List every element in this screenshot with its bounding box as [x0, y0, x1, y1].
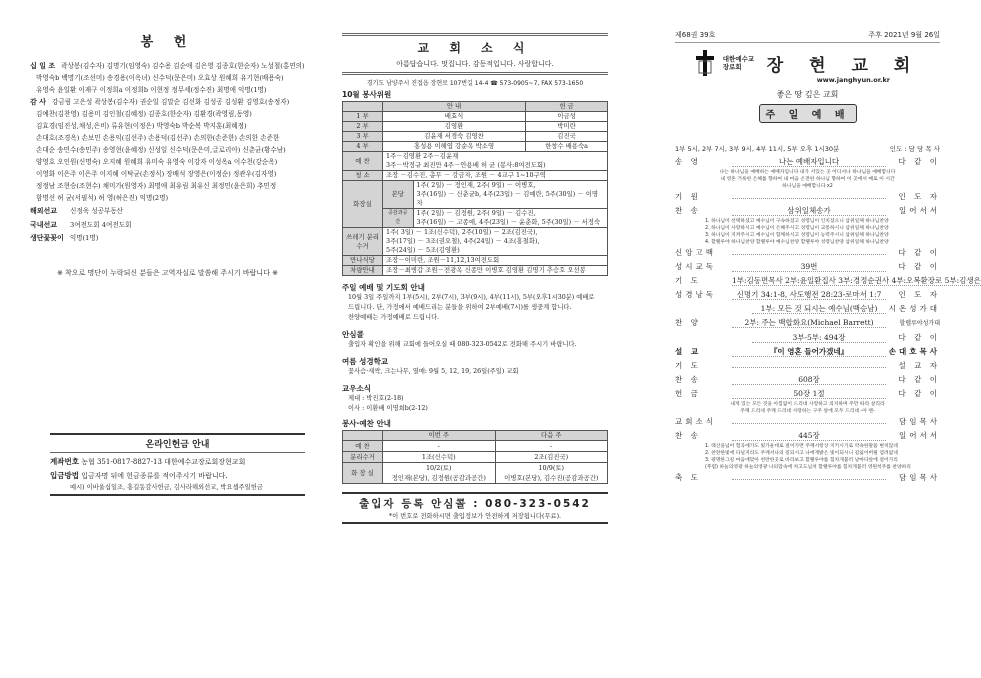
offering-names: 정정남 조현승(조현수) 채미가(원영자) 최명애 최유림 최유신 최정민(윤은희) 추민정 — [36, 182, 277, 190]
news-item-text: 드립니다. 단, 가정에서 예배드리는 분들을 위하여 2부예배(7시)를 생중계 합니다. — [348, 304, 572, 311]
account-number: 농협 351-0817-8827-13 대한예수교장로회장현교회 — [81, 458, 246, 466]
worship-leader: 일어서서 — [899, 431, 940, 440]
worship-title: 39번 — [732, 262, 886, 272]
cell: 2조(김진국) — [495, 452, 608, 463]
row-label: 4 부 — [343, 142, 383, 152]
worship-item — [675, 274, 981, 288]
worship-leader: 손대호목사 — [888, 347, 940, 356]
denomination: 대한예수교 장로회 — [722, 55, 755, 71]
news-item-text: 제대 : 박진호(2-18) — [348, 395, 404, 402]
table-row — [343, 266, 608, 276]
news-item-text: 10월 3일 주일까지 1부(5시), 2부(7시), 3부(9시), 4부(11시), 5부(오후1시30분) 예배로 — [348, 294, 595, 301]
duty-title: 10월 봉사위원 — [342, 90, 392, 99]
table-row — [343, 132, 608, 142]
worship-title: 1부: 모든 것 되시는 예수님(백승남) — [752, 304, 886, 314]
offering-row — [30, 168, 305, 180]
worship-title: 608장 — [732, 375, 886, 385]
offering-row — [30, 120, 305, 132]
car-value: 조장－최병갑 조원－전광옥 신종만 이병호 김영환 김명기 추승호 오선봉 — [383, 266, 608, 276]
row-label: 차량안내 — [343, 266, 383, 276]
flower-cell — [383, 181, 608, 228]
table-row — [343, 152, 608, 171]
offering-names: 곽상봉(김수자) 김명기(임영숙) 김수용 김순애 김은영 김종호(한순자) 노성철(홍연의) — [61, 62, 305, 70]
worship-label: 기 도 — [675, 276, 701, 285]
worship-label: 찬 송 — [675, 431, 701, 440]
worship-leader: 인 도 자 — [898, 290, 940, 299]
worship-label: 찬 양 — [675, 318, 701, 327]
worship-title: 『이 영혼 들어가겠네』 — [732, 347, 886, 357]
news-item — [342, 282, 608, 323]
news-title: 교 회 소 식 — [417, 41, 533, 55]
offering-label: 생단꽃꽂이 — [30, 234, 64, 242]
table-row — [343, 112, 608, 122]
cell: 1조(신수덕) — [383, 452, 496, 463]
news-item-text: 찬양예배는 가정예배로 드립니다. — [348, 314, 440, 321]
worship-label: 축 도 — [675, 473, 701, 482]
serve-table — [342, 430, 608, 484]
offering-row — [30, 232, 305, 246]
lyrics-line: 내 영혼 거룩한 은혜를 향하여 내 마음 온전한 하나님 향하여 이 곳에서 매로 이 시간 — [720, 177, 895, 182]
cell: 김영환 — [383, 122, 526, 132]
cell: 홍성용 이해엽 강순옥 박소영 — [383, 142, 526, 152]
lyrics-line: 1. 태산을넘어 험곡에가도 빛가운데로 걸어가면 주께서항상 지키시기로 약속한말씀 변치않네 — [705, 444, 898, 449]
worship-item — [675, 246, 940, 260]
offering-row — [30, 219, 305, 233]
worship-label: 교회소식 — [675, 417, 716, 426]
worship-title: 신명기 34:1-8, 사도행전 28:23-로마서 1:7 — [732, 290, 886, 300]
cell: 10/2(토) 정인재(본당), 김정원(공감과공간) — [383, 463, 496, 484]
divider — [342, 72, 608, 75]
news-column — [342, 0, 608, 524]
col-next-week: 다음 주 — [495, 431, 608, 441]
method-label: 입금방법 — [50, 471, 79, 480]
lyrics-line: 하나님을 예배합니다 x2 — [782, 184, 833, 189]
method-text: 입금자명 뒤에 헌금종류를 적어주시기 바랍니다. — [81, 472, 228, 480]
worship-item — [675, 373, 940, 387]
service-times: 1부 5시, 2부 7시, 3부 9시, 4부 11시, 5부 오후 1시30분 — [675, 145, 840, 153]
worship-item — [675, 302, 940, 316]
line: 3주(16일) － 신춘균b, 4주(23일) － 김예란, 5주(30일) － 이명자 — [416, 190, 599, 207]
worship-leader: 다 같 이 — [898, 389, 940, 398]
offering-names: 이영화 이은주 이은주 이지혜 이탁균(손정식) 장배석 장영은(이정순) 정관우(김자영) — [36, 170, 277, 178]
news-item — [342, 383, 608, 414]
offering-names: 김효경(임진성,채성,은비) 류유현(이정은) 박영숙b 박순복 박지훈(최혜정) — [36, 122, 247, 130]
lyrics-line: 2. 찬란한빛에 다닐지라도 주께서나의 길되시고 나에게밝은 빛이되시니 길잃어버릴 염려없네 — [705, 451, 898, 456]
offering-row — [30, 96, 305, 108]
lyrics-line: 3. 광명한그길 마음에맞아 천란한곳로 바라보고 할렐루야를 힘차게불러 날마다앞에 걸어가리 — [705, 458, 898, 463]
offering-names: 손대순 송민수(송민주) 송영현(윤혜정) 신성일 신수덕(문은미,글로리아) 신춘균(황수남) — [36, 146, 286, 154]
worship-label: 성경낭독 — [675, 290, 716, 299]
offering-row — [30, 192, 305, 204]
offering-row — [30, 108, 305, 120]
worship-leader: 시온성가대 — [888, 304, 940, 313]
offering-row — [30, 60, 305, 72]
worship-title — [732, 423, 886, 424]
lyrics-line: 주께 드리네 주께 드리네 사랑하는 구주 앞에 모두 드리네 -아 멘- — [740, 409, 875, 414]
row-label: 예 찬 — [343, 441, 383, 452]
lyrics-line: 3. 하나님이 지켜주시고 예수님이 함께하시고 성령님이 능력주시니 삼위일체 하나님찬양 — [705, 233, 889, 238]
serve-title: 봉사·예찬 안내 — [342, 419, 391, 428]
news-sections — [342, 282, 608, 414]
offering-title: 봉 헌 — [140, 35, 195, 50]
omission-note: ※ 착오로 명단이 누락되신 분들은 고역자실로 말씀해 주시기 바랍니다 ※ — [56, 268, 279, 277]
table-row — [343, 171, 608, 181]
church-name: 장 현 교 회 — [766, 55, 921, 76]
row-label — [343, 181, 383, 228]
line: 1주( 3일) － 1조(신수덕), 2주(10일) － 2조(김진국), — [386, 228, 538, 236]
offering-names: 신정욱 성공부동산 — [70, 207, 124, 215]
row-label: 분리수거 — [343, 452, 383, 463]
offering-column — [30, 0, 305, 491]
safe-call-number: 출입자 등록 안심콜 : 080-323-0542 — [359, 498, 591, 510]
offering-names: 양영호 오인원(신명숙) 오지혜 원혜희 유미숙 유영숙 이강자 이성옥a 이수천(강순옥) — [36, 158, 278, 166]
worship-item — [675, 155, 940, 169]
worship-label: 찬 송 — [675, 375, 701, 384]
offering-names: 강금림 고은성 곽상봉(김수자) 권순일 김말순 김선화 김성공 김성환 김영호(송정자) — [51, 98, 290, 106]
news-item-text: 이사 : 이환배 이명희b(2-12) — [348, 405, 428, 412]
worship-leader: 담임목사 — [899, 473, 940, 482]
meal-value: 조장－이미란, 조원－11,12,13여전도회 — [383, 256, 608, 266]
worship-label: 기 원 — [675, 192, 701, 201]
worship-leader: 다 같 이 — [898, 248, 940, 257]
offering-names: 손대호(조경옥) 손보민 손용익(김선주) 손용덕(김선주) 손의한(손준한) 손의한 손준한 — [36, 134, 280, 142]
worship-item — [675, 260, 940, 274]
news-item — [342, 356, 608, 377]
cell: 김윤재 서경숙 김영찬 — [383, 132, 526, 142]
worship-label: 헌 금 — [675, 389, 701, 398]
worship-leader: 할렐루야성가대 — [899, 320, 940, 327]
safe-call-note: *이 번호로 전화하시면 출입정보가 안전하게 저장됩니다(무료). — [388, 513, 562, 520]
worship-item — [675, 316, 940, 331]
line: 1주( 2일) － 정인재, 2주( 9일) － 이병호, — [416, 181, 536, 189]
fsub-value — [413, 209, 607, 228]
worship-title: 삼위일체송가 — [732, 206, 886, 216]
worship-title — [732, 367, 886, 368]
choir-value — [383, 152, 608, 171]
line: 5주(24일) － 5조(김영환) — [386, 246, 460, 254]
service-title: 주 일 예 배 — [759, 104, 857, 123]
table-row — [343, 122, 608, 132]
row-label: 3 부 — [343, 132, 383, 142]
table-row — [343, 181, 608, 228]
worship-title — [732, 198, 886, 199]
line: 1주－김영환 2주－김윤재 — [386, 152, 459, 160]
lyrics-line: 4. 할렐루야 하나님찬양 할렐루야 예수님찬양 할렐루야 성령님찬양 삼위일체 하나님찬양 — [705, 240, 889, 245]
row-label: 공감과공간 — [383, 209, 413, 228]
row-label: 청 소 — [343, 171, 383, 181]
slogan: 좋은 땅 깊은 교회 — [776, 90, 839, 99]
cell: 박미란 — [526, 122, 608, 132]
news-item-title: 여름 성경학교 — [342, 357, 389, 366]
flower-table — [383, 181, 607, 227]
worship-title — [732, 254, 886, 255]
volume-number: 제68권 39호 — [675, 31, 716, 39]
offering-row — [30, 156, 305, 168]
col-offering: 헌 금 — [526, 102, 608, 112]
offering-label: 해외선교 — [30, 207, 58, 215]
table-row — [343, 452, 608, 463]
worship-title: 3부-5부: 494장 — [752, 333, 886, 343]
worship-leader: 일어서서 — [899, 206, 940, 215]
line: 3주(16일) － 고종애, 4주(23일) － 윤춘화, 5주(30일) － 서정숙 — [416, 218, 601, 226]
cross-bible-icon — [695, 50, 715, 76]
worship-label: 성시교독 — [675, 262, 716, 271]
offering-row — [30, 132, 305, 144]
worship-item — [675, 415, 940, 429]
lyrics-line: 나는 하나님을 예배하는 예배자입니다 내가 서있는 곳 어디서나 하나님을 예배합니다 — [719, 170, 896, 175]
cell: - — [495, 441, 608, 452]
worship-leader: 인 도 자 — [898, 192, 940, 201]
worship-label: 신앙고백 — [675, 248, 716, 257]
news-item-title: 교우소식 — [342, 384, 371, 393]
safe-call-box — [342, 492, 608, 524]
worship-leader: 다 같 이 — [898, 157, 940, 166]
church-address: 경기도 남양주시 진접읍 장현로 107번길 14-4 ☎ 573-0905~7, FAX 573-1650 — [366, 80, 584, 87]
lyrics-line: 2. 하나님이 사랑하시고 예수님이 은혜주시고 성령님이 교통하시니 삼위일체 하나님찬양 — [705, 226, 889, 231]
row-label: 화 장 실 — [343, 463, 383, 484]
worship-label: 설 교 — [675, 347, 702, 356]
worship-item — [675, 345, 940, 359]
offering-row — [30, 205, 305, 219]
worship-title: 1부:김동면목사 2부:윤일환집사 3부:경정순권사 4부:오복환장로 5부:김생은 — [732, 276, 981, 285]
cover-column — [675, 0, 981, 485]
news-subtitle: 아름답습니다. 멋집니다. 감동적입니다. 사랑합니다. — [396, 60, 554, 68]
offering-row — [30, 72, 305, 84]
offering-label: 감 사 — [30, 98, 46, 106]
worship-label: 기 도 — [675, 361, 701, 370]
line: 1주( 2일) － 김정원, 2주( 9일) － 김수진, — [416, 209, 536, 217]
offering-names: 함명선 허 균(서필석) 허 영(허은진) 익명(2명) — [36, 194, 169, 202]
worship-item — [675, 387, 940, 401]
issue-date: 주후 2021년 9월 26일 — [868, 31, 940, 39]
table-row — [343, 228, 608, 256]
worship-leader: 설 교 자 — [898, 361, 940, 370]
offering-label: 십 일 조 — [30, 62, 56, 70]
worship-item — [675, 331, 940, 345]
news-item-title: 안심콜 — [342, 330, 364, 339]
worship-title: 나는 예배자입니다 — [732, 157, 886, 167]
offering-names: 유영숙 윤일환 이재구 이정희a 이정희b 이현정 정무세(정수진) 최명애 익명(1명) — [36, 86, 267, 94]
cell: 배효식 — [383, 112, 526, 122]
news-item-title: 주일 예배 및 기도회 안내 — [342, 283, 425, 292]
worship-label: 송 영 — [675, 157, 701, 166]
worship-leader: 담임목사 — [899, 417, 940, 426]
lyrics-line: (후렴) 하늘의영광 하늘의영광 나의맘속에 차고도넘쳐 할렐루야를 힘차게불러 영원히주를 찬양하리 — [705, 465, 911, 470]
worship-leader: 다 같 이 — [898, 333, 940, 342]
worship-item — [675, 359, 940, 373]
table-row — [343, 256, 608, 266]
divider — [342, 33, 608, 36]
row-label: 쓰레기 분리수거 — [343, 228, 383, 256]
row-label: 본당 — [383, 181, 413, 209]
worship-leader: 다 같 이 — [898, 262, 940, 271]
order-of-worship — [675, 155, 981, 485]
church-url: www.janghyun.or.kr — [816, 76, 890, 84]
flower-label: 화장실 — [353, 199, 372, 208]
worship-leader: 다 같 이 — [898, 375, 940, 384]
online-offering-title: 온라인헌금 안내 — [50, 435, 305, 453]
lyrics-line: 1. 하나님이 선택하셨고 예수님이 구속하셨고 성령님이 인치셨으니 삼위일체 하나님찬양 — [705, 219, 889, 224]
cell: - — [383, 441, 496, 452]
worship-item — [675, 471, 940, 485]
cell: 한창수 배용숙a — [526, 142, 608, 152]
worship-title: 445장 — [732, 431, 886, 441]
worship-title — [732, 479, 886, 480]
cell: 10/9(토) 이병호(본당), 김수진(공감과공간) — [495, 463, 608, 484]
cell: 김진국 — [526, 132, 608, 142]
offering-names: 익명(1명) — [69, 234, 99, 242]
offering-row — [30, 180, 305, 192]
offering-names: 3여전도회 4여전도회 — [70, 220, 132, 229]
row-label: 2 부 — [343, 122, 383, 132]
fmain-value — [413, 181, 607, 209]
offering-list — [30, 60, 305, 246]
worship-item — [675, 204, 940, 218]
line: 3주－박정규 최진만 4주－안용배 허 균 (봉사:8여전도회) — [386, 161, 546, 169]
offering-names: 박영숙b 백명기(조선미) 송경용(이옥녀) 신수덕(문은미) 오효상 원혜희 유기현(배용숙) — [36, 74, 284, 82]
line: 3주(17일) － 3조(권오철), 4주(24일) － 4조(홍철화), — [386, 237, 540, 245]
account-label: 계좌번호 — [50, 457, 79, 466]
news-item-text: 꽃사슴·새싹, 크는나무, 열매: 9월 5, 12, 19, 26일(주일) 교회 — [348, 368, 519, 375]
table-row — [343, 441, 608, 452]
row-label: 예 찬 — [343, 152, 383, 171]
table-row — [343, 142, 608, 152]
online-offering-box — [50, 433, 305, 496]
row-label: 1 부 — [343, 112, 383, 122]
offering-row — [30, 144, 305, 156]
cell: 이금성 — [526, 112, 608, 122]
trash-value — [383, 228, 608, 256]
offering-row — [30, 84, 305, 96]
col-this-week: 이번 주 — [383, 431, 496, 441]
worship-item — [675, 288, 940, 302]
worship-label: 찬 송 — [675, 206, 701, 215]
offering-names: 김예찬(김찬영) 김용미 김인철(김혜정) 김종호(한순자) 김환경(곽영림,동영) — [36, 110, 252, 118]
clean-value: 조장 －김수진, 총무 － 강금자, 조원 － 4교구 1~10구역 — [383, 171, 608, 181]
worship-item — [675, 190, 940, 204]
news-item — [342, 329, 608, 350]
offering-label: 국내선교 — [30, 220, 58, 229]
service-leader: 인도 : 담 당 목 사 — [889, 145, 940, 153]
col-guide: 안 내 — [383, 102, 526, 112]
worship-title: 50장 1절 — [732, 389, 886, 399]
method-example: 예시) 이바울십일조, 홍길동감사헌금, 김사라해외선교, 박요셉주일헌금 — [70, 484, 263, 491]
worship-item — [675, 429, 940, 443]
church-logo — [675, 50, 940, 76]
news-item-text: 출입자 확인을 위해 교회에 들어오실 때 080-323-0542로 전화해 주시기 바랍니다. — [348, 341, 577, 348]
worship-title: 2부: 주는 백합화요(Michael Barrett) — [732, 318, 886, 328]
table-row — [343, 463, 608, 484]
duty-table — [342, 101, 608, 276]
row-label: 만나식당 — [343, 256, 383, 266]
lyrics-line: 내게 있는 모든 것을 아낌없이 드리네 사랑하고 의지하며 주만 따라 살리라 — [730, 402, 885, 407]
